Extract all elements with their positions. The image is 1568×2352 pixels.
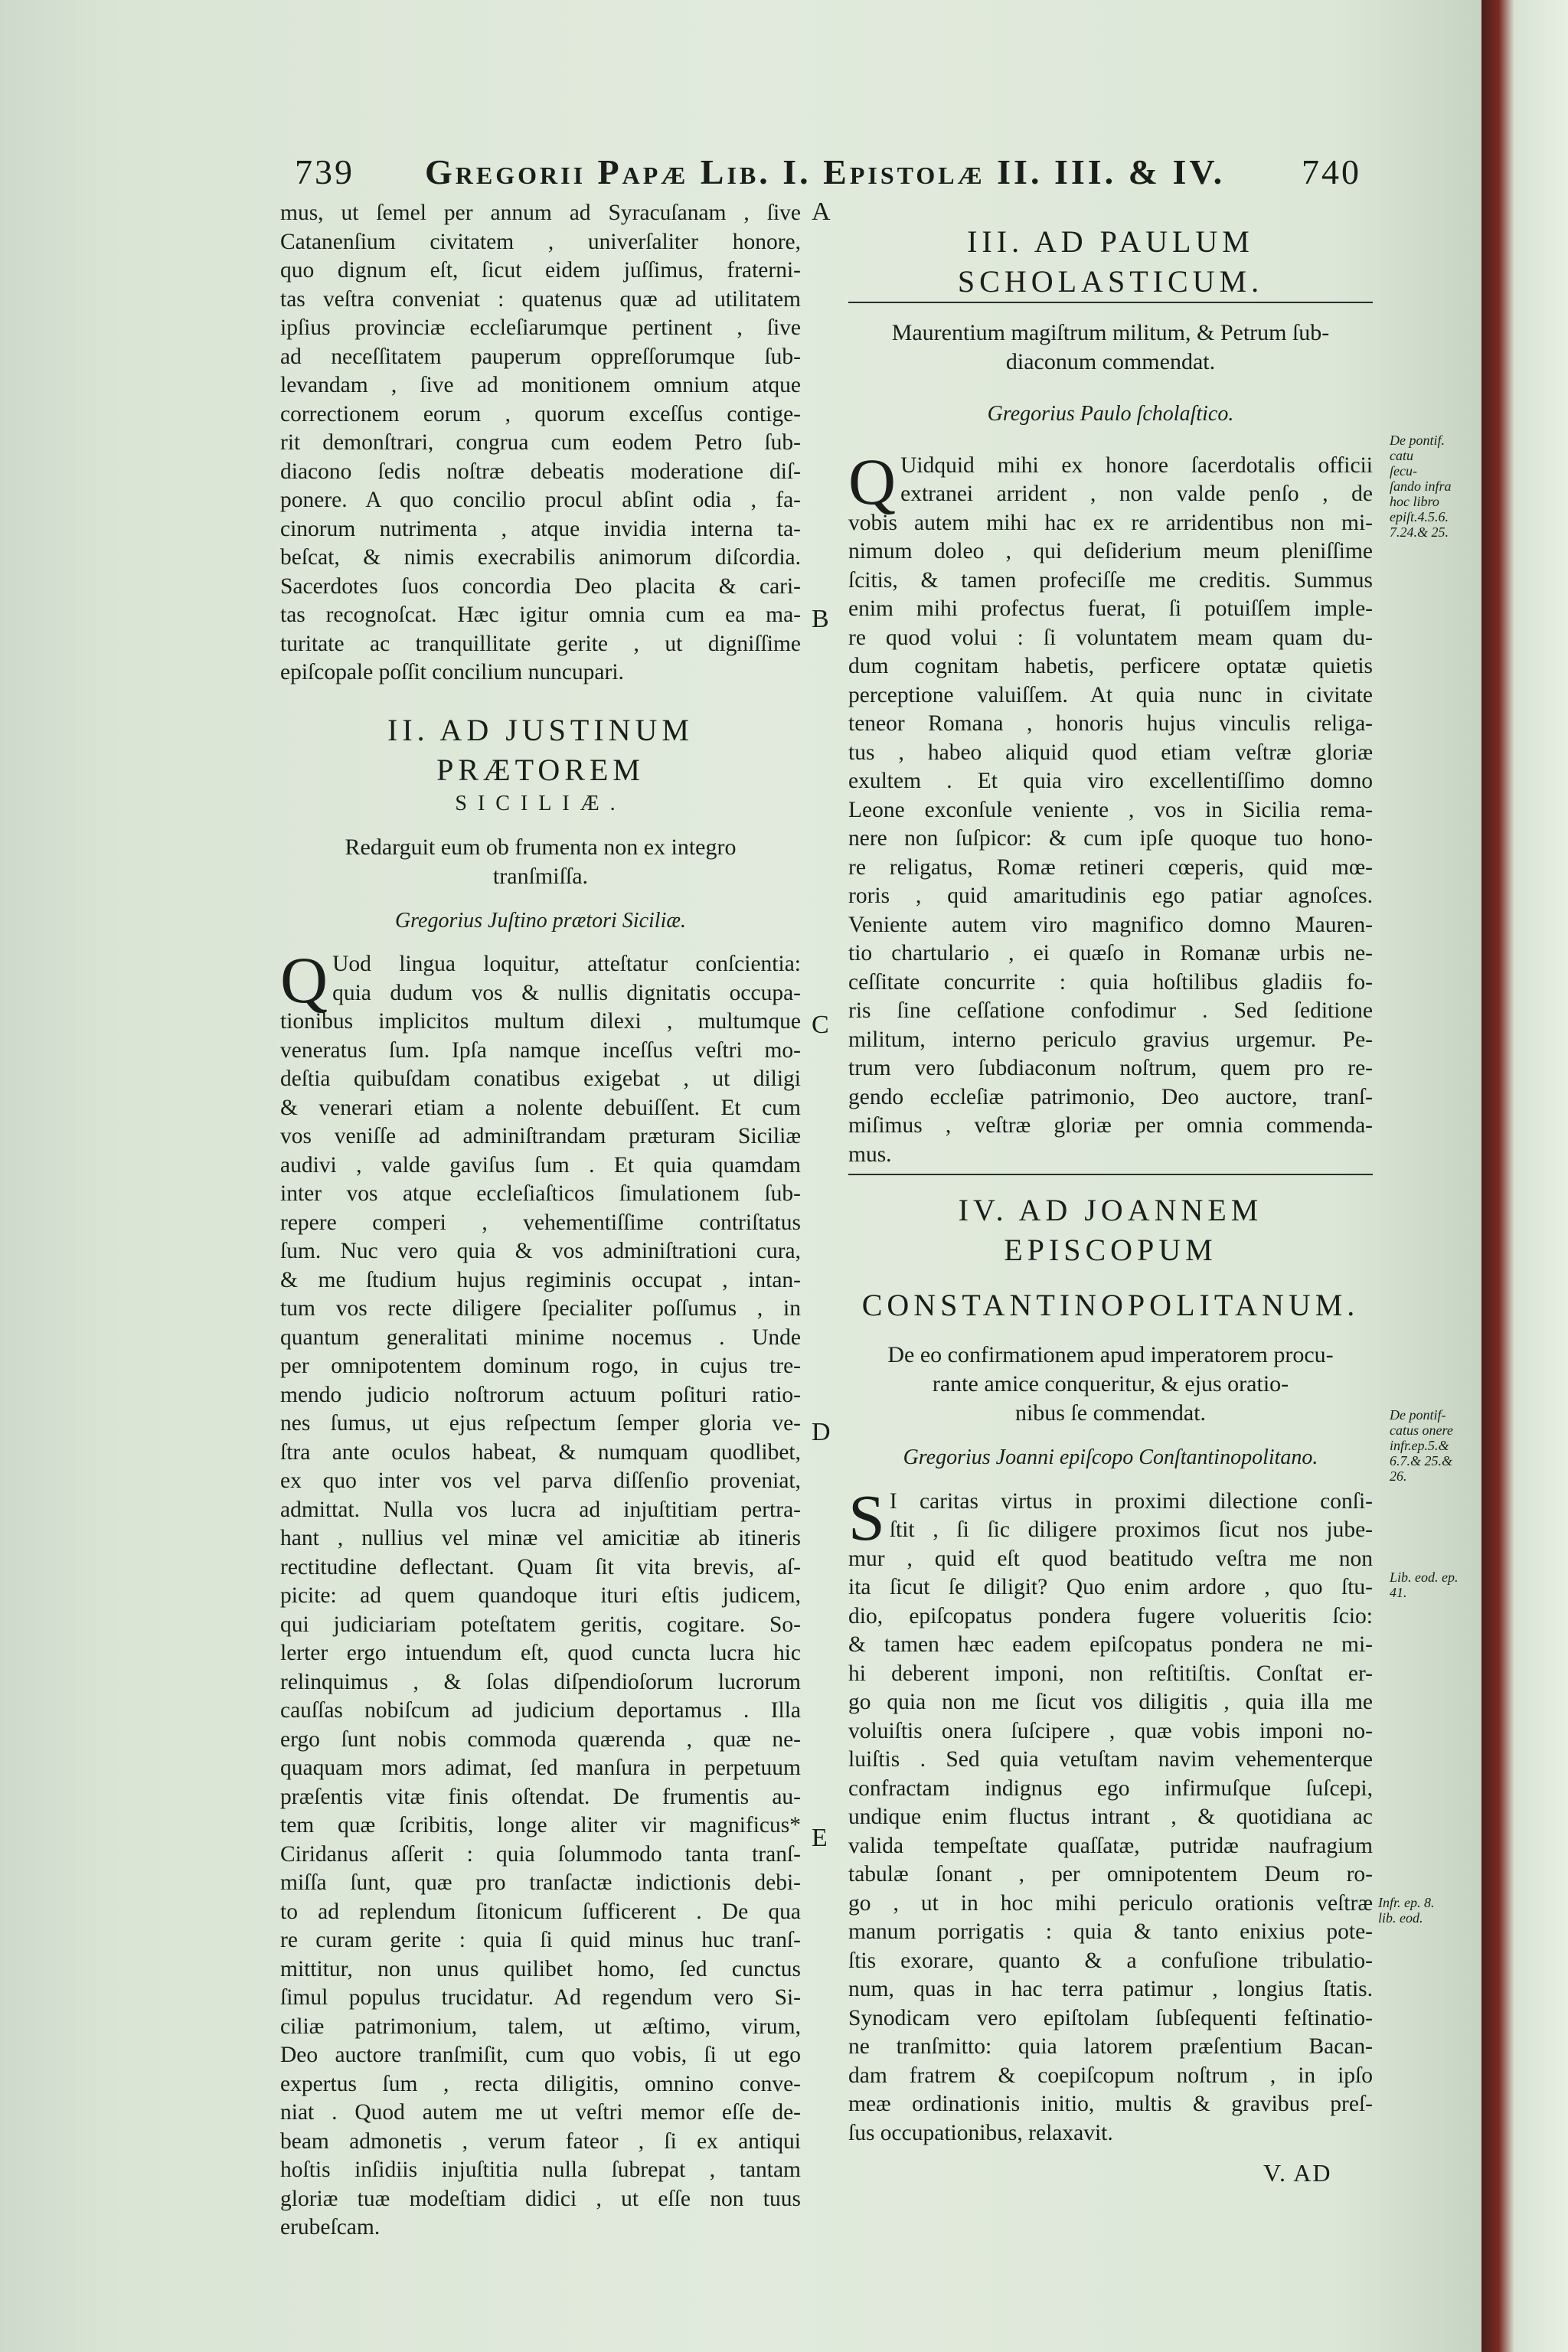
text-line: tio chartulario , ei quæſo in Romanæ urbis ne- <box>848 941 1373 965</box>
text-line: valida tempeſtate quaſſatæ, putridæ naufragium <box>848 1833 1373 1858</box>
margin-letter-d: D <box>812 1418 831 1446</box>
text-line: vobis autem mihi hac ex re arridentibus non mi- <box>848 510 1373 535</box>
text-line: mendo judicio noſtrorum actuum poſituri ratio- <box>280 1382 801 1407</box>
margin-note-4: Infr. ep. 8. lib. eod. <box>1378 1895 1435 1926</box>
text-line: miſimus , veſtræ gloriæ per omnia commenda- <box>848 1113 1373 1138</box>
text-line: Veniente autem viro magnifico domno Mauren- <box>848 912 1373 937</box>
text-line: tionibus implicitos multum dilexi , multumque <box>280 1009 801 1034</box>
page-number-right: 740 <box>1302 152 1361 191</box>
catchword: V. AD <box>1263 2159 1332 2187</box>
text-line: re religatus, Romæ retineri cœperis, quid mœ- <box>848 854 1373 880</box>
letter-heading-2: II. AD JUSTINUM PRÆTOREM <box>387 712 694 787</box>
text-line: ad neceſſitatem pauperum oppreſſorumque ſub- <box>280 344 801 369</box>
text-line: Leone exconſule veniente , vos in Sicilia rema- <box>848 797 1373 822</box>
letter-heading-4-sub: CONSTANTINOPOLITANUM. <box>861 1288 1360 1322</box>
text-line: go quia non me ſicut vos diligitis , quia illa me <box>848 1690 1373 1714</box>
summary-2-line: Redarguit eum ob frumenta non ex integro <box>345 834 737 860</box>
text-line: gendo eccleſiæ patrimonio, Deo auctore, tranſ- <box>848 1084 1373 1109</box>
text-line: diacono ſedis noſtræ debeatis moderatione diſ- <box>280 459 801 484</box>
text-line: expertus ſum , recta diligitis, omnino conve- <box>280 2071 801 2096</box>
text-line: ipſius provinciæ eccleſiarumque pertinent , ſive <box>280 315 801 340</box>
text-line: enim mihi profectus fuerat, ſi potuiſſem imple- <box>848 596 1373 621</box>
text-line: manum porrigatis : quia & tanto enixius pote- <box>848 1919 1373 1944</box>
text-line: erubeſcam. <box>280 2215 381 2239</box>
paragraph-continued <box>280 199 801 688</box>
text-line: veneratus ſum. Ipſa namque inceſſus veſtri mo- <box>280 1037 801 1063</box>
text-line: voluiſtis onera ſuſcipere , quæ vobis imponi no- <box>848 1718 1373 1743</box>
text-line: quantum generalitati minime nocemus . Unde <box>280 1325 801 1350</box>
text-line: Ciridanus aſſerit : quia ſolummodo tanta tranſ- <box>280 1841 801 1867</box>
letter-heading-4: IV. AD JOANNEM EPISCOPUM <box>958 1193 1263 1267</box>
text-line: go , ut in hoc mihi periculo orationis veſtræ <box>848 1890 1373 1916</box>
text-line: ſum. Nuc vero quia & vos adminiſtrationi cura, <box>280 1239 801 1263</box>
text-line: Sacerdotes ſuos concordia Deo placita & cari- <box>280 573 801 599</box>
text-line: rectitudine deflectant. Quam ſit vita brevis, aſ- <box>280 1554 801 1579</box>
text-line: dam fratrem & coepiſcopum noſtrum , in ipſo <box>848 2063 1373 2088</box>
summary-3-line: Maurentium magiſtrum militum, & Petrum ſub- <box>891 320 1330 345</box>
text-line: Catanenſium civitatem , univerſaliter honore, <box>280 229 801 254</box>
text-line: meæ ordinationis initio, multis & gravibus preſ- <box>848 2092 1373 2116</box>
margin-letter-c: C <box>812 1011 829 1039</box>
text-line: & tamen hæc eadem epiſcopatus pondera ne mi- <box>848 1632 1373 1657</box>
text-line: to ad replendum ſitonicum ſufficerent . De qua <box>280 1899 801 1924</box>
text-line: ris ſine ceſſatione confodimur . Sed ſeditione <box>848 998 1373 1023</box>
text-line: tabulæ ſonant , per omnipotentem Deum ro- <box>848 1862 1373 1886</box>
text-line: inter vos atque eccleſiaſticos ſimulationem ſub- <box>280 1181 801 1206</box>
text-line: ne tranſmitto: quia latorem præſentium Bacan- <box>848 2034 1373 2059</box>
text-line: luiſtis . Sed quia vetuſtam navim vehementerque <box>848 1747 1373 1772</box>
text-line: trum vero ſubdiaconum noſtrum, quem pro re- <box>848 1056 1373 1080</box>
text-line: qui judiciariam poteſtatem geritis, cogitare. So- <box>280 1612 801 1637</box>
right-column <box>848 222 1373 2148</box>
summary-4-line: rante amice conqueritur, & ejus oratio- <box>932 1371 1289 1396</box>
text-line: Synodicam vero epiſtolam ſubſequenti feſtinatio- <box>848 2005 1373 2030</box>
text-line: levandam , ſive ad monitionem omnium atque <box>280 373 801 397</box>
text-line: tas recognoſcat. Hæc igitur omnia cum ea ma- <box>280 603 801 627</box>
text-line: cinorum nutrimenta , atque invidia interna ta- <box>280 516 801 541</box>
text-line: præſentis vitæ finis oſtendat. De frumentis au- <box>280 1784 801 1809</box>
text-line: ceſſitate concurrite : quia hoſtilibus gladiis fo- <box>848 969 1373 995</box>
text-line: correctionem eorum , quorum exceſſus contige- <box>280 401 801 426</box>
text-line: rit demonſtrari, congrua cum eodem Petro ſub- <box>280 430 801 455</box>
text-line: hi deberent imponi, non reſtitiſtis. Conſtat er- <box>848 1661 1373 1686</box>
text-line: picite: ad quem quandoque ituri eſtis judicem, <box>280 1583 801 1608</box>
left-column <box>280 199 801 2243</box>
letter-heading-3: III. AD PAULUM SCHOLASTICUM. <box>957 224 1264 299</box>
salutation-4: Gregorius Joanni epiſcopo Conſtantinopolitano. <box>903 1446 1318 1469</box>
text-line: num, quas in hac terra patimur , longius ſtatis. <box>848 1977 1373 2001</box>
text-line: ciliæ patrimonium, talem, ut æſtimo, virum, <box>280 2014 801 2039</box>
text-line: ex quo inter vos vel parva diſſenſio proveniat, <box>280 1468 801 1493</box>
text-line: extranei arrident , non valde penſo , de <box>900 482 1373 506</box>
text-line: militum, interno periculo gravius urgemur. Pe- <box>848 1027 1373 1052</box>
text-line: re quod volui : ſi voluntatem meam quam du- <box>848 625 1373 650</box>
page-number-left: 739 <box>295 152 354 191</box>
text-line: mus, ut ſemel per annum ad Syracuſanam , ſive <box>280 201 801 225</box>
text-line: relinquimus , & ſolas diſpendioſorum lucrorum <box>280 1669 801 1694</box>
text-line: miſſa ſunt, quæ pro tranſactæ indictionis debi- <box>280 1870 801 1895</box>
book-edge <box>1481 0 1568 2352</box>
text-line: hant , nullius vel minæ vel amicitiæ ab itineris <box>280 1526 801 1550</box>
text-line: quia dudum vos & nullis dignitatis occupa- <box>332 980 801 1005</box>
text-line: ita ſicut ſe diligit? Quo enim ardore , quo ſtu- <box>848 1575 1373 1599</box>
text-line: niat . Quod autem me ut veſtri memor eſſe de- <box>280 2100 801 2125</box>
text-line: ſimul populus trucidatur. Ad regendum vero Si- <box>280 1985 801 2010</box>
text-line: gloriæ tuæ modeſtiam didici , ut eſſe non tuus <box>280 2186 801 2211</box>
summary-4-line: nibus ſe commendat. <box>1014 1400 1207 1426</box>
text-line: turitate ac tranquillitate gerite , ut digniſſime <box>280 631 801 656</box>
text-line: deſtia quibuſdam conatibus exigebat , ut diligi <box>280 1067 801 1091</box>
text-line: tas veſtra conveniat : quatenus quæ ad utilitatem <box>280 286 801 312</box>
text-line: nimum doleo , qui deſiderium meum pleniſſime <box>848 539 1373 564</box>
drop-cap: Q <box>280 943 328 1017</box>
text-line: perceptione valuiſſem. At quia nunc in civitate <box>848 682 1373 707</box>
drop-cap: S <box>848 1480 885 1554</box>
text-line: mus. <box>848 1142 892 1167</box>
text-line: quo dignum eſt, ſicut eidem juſſimus, fraterni- <box>280 258 801 283</box>
drop-cap: Q <box>848 444 897 518</box>
margin-letter-a: A <box>812 198 831 226</box>
letter-heading-2-sub: SICILIÆ. <box>455 791 626 815</box>
text-line: ſtis exorare, quanto & a confuſione tribulatio- <box>848 1948 1373 1973</box>
text-line: tum vos recte diligere ſpecialiter poſſumus , in <box>280 1296 801 1321</box>
letter-2-body <box>280 943 801 2243</box>
text-line: re curam gerite : quia ſi quid minus huc tranſ- <box>280 1928 801 1952</box>
summary-4-line: De eo confirmationem apud imperatorem procu- <box>887 1342 1334 1367</box>
text-line: nere non ſuſpicor: & cum ipſe quoque tuo hono- <box>848 826 1373 851</box>
margin-letter-e: E <box>812 1824 828 1852</box>
text-line: ſtra ante oculos habeat, & numquam quodlibet, <box>280 1439 801 1465</box>
text-line: dum cognitam habetis, perficere optatæ quietis <box>848 654 1373 678</box>
text-line: Uidquid mihi ex honore ſacerdotalis officii <box>900 452 1373 478</box>
text-line: per omnipotentem dominum rogo, in cujus tre- <box>280 1354 801 1378</box>
summary-2-line: tranſmiſſa. <box>492 863 589 889</box>
text-line: admittat. Nulla vos lucra ad injuſtitiam pertra- <box>280 1497 801 1522</box>
text-line: tem quæ ſcribitis, longe aliter vir magnificus* <box>280 1813 801 1838</box>
text-line: teneor Romana , honoris hujus vinculis religa- <box>848 711 1373 736</box>
text-line: hoſtis inſidiis injuſtitia nulla ſubrepat , tantam <box>280 2158 801 2182</box>
margin-note-1: De pontif. catu ſecu- ſando infra hoc libro epiſt.4.5.6. 7.24.& 25. <box>1390 433 1452 540</box>
text-line: ſtit , ſi ſic diligere proximos ſicut nos jube- <box>889 1517 1373 1542</box>
margin-letter-b: B <box>812 605 829 633</box>
running-title: Gregorii Papæ Lib. I. Epistolæ II. III. & IV. <box>425 152 1226 191</box>
text-line: quaquam mors adimat, ſed manſura in perpetuum <box>280 1756 801 1780</box>
text-line: roris , quid amaritudinis ego patiar agnoſces. <box>848 884 1373 908</box>
salutation-3: Gregorius Paulo ſcholaſtico. <box>987 402 1234 426</box>
text-line: audivi , valde gaviſus ſum . Et quia quamdam <box>280 1152 801 1178</box>
text-line: dio, epiſcopatus pondera fugere volueritis ſcio: <box>848 1603 1373 1628</box>
text-line: tus , habeo aliquid quod etiam veſtræ gloriæ <box>848 740 1373 765</box>
text-line: cauſſas nobiſcum ad judicium deportamus . Illa <box>280 1698 801 1723</box>
text-line: exultem . Et quia viro excellentiſſimo domno <box>848 769 1373 793</box>
salutation-2: Gregorius Juſtino prætori Siciliæ. <box>394 908 687 933</box>
text-line: undique enim fluctus intrant , & quotidiana ac <box>848 1805 1373 1829</box>
text-line: beam admonetis , verum fateor , ſi ex antiqui <box>280 2128 801 2154</box>
text-line: Uod lingua loquitur, atteſtatur conſcientia: <box>332 952 801 976</box>
text-line: mur , quid eſt quod beatitudo veſtra me non <box>848 1546 1373 1571</box>
text-line: I caritas virtus in proximi dilectione conſi- <box>889 1488 1373 1514</box>
text-line: ſcitis, & tamen profeciſſe me creditis. Summus <box>848 567 1373 593</box>
text-line: ergo ſunt nobis commoda quærenda , quæ ne- <box>280 1726 801 1752</box>
margin-note-2: De pontif- catus onere infr.ep.5.& 6.7.& 25.& 26. <box>1390 1407 1453 1484</box>
text-line: & venerari etiam a nolente debuiſſent. Et cum <box>280 1095 801 1120</box>
margin-note-3: Lib. eod. ep. 41. <box>1390 1570 1459 1600</box>
text-line: ſus occupationibus, relaxavit. <box>848 2120 1113 2145</box>
text-line: lerter ergo intuendum eſt, quod cuncta lucra hic <box>280 1641 801 1665</box>
letter-3-body <box>848 444 1373 1170</box>
text-line: ponere. A quo concilio procul abſint odia , fa- <box>280 488 801 512</box>
summary-3-line: diaconum commendat. <box>1005 349 1216 374</box>
text-line: & me ſtudium hujus regiminis occupat , intan- <box>280 1267 801 1292</box>
text-line: beſcat, & nimis execrabilis animorum diſcordia. <box>280 545 801 570</box>
text-line: confractam indignus ego infirmuſque ſuſcepi, <box>848 1775 1373 1801</box>
text-line: mittitur, non unus quilibet homo, ſed cunctus <box>280 1956 801 1981</box>
text-line: nes ſumus, ut ejus reſpectum ſemper gloria ve- <box>280 1411 801 1436</box>
letter-4-body <box>848 1480 1373 2148</box>
text-line: Deo auctore tranſmiſit, cum quo vobis, ſi ut ego <box>280 2043 801 2067</box>
text-line: vos veniſſe ad adminiſtrandam præturam Siciliæ <box>280 1124 801 1148</box>
text-line: epiſcopale poſſit concilium nuncupari. <box>280 660 624 684</box>
text-line: repere comperi , vehementiſſime contriſtatus <box>280 1210 801 1235</box>
